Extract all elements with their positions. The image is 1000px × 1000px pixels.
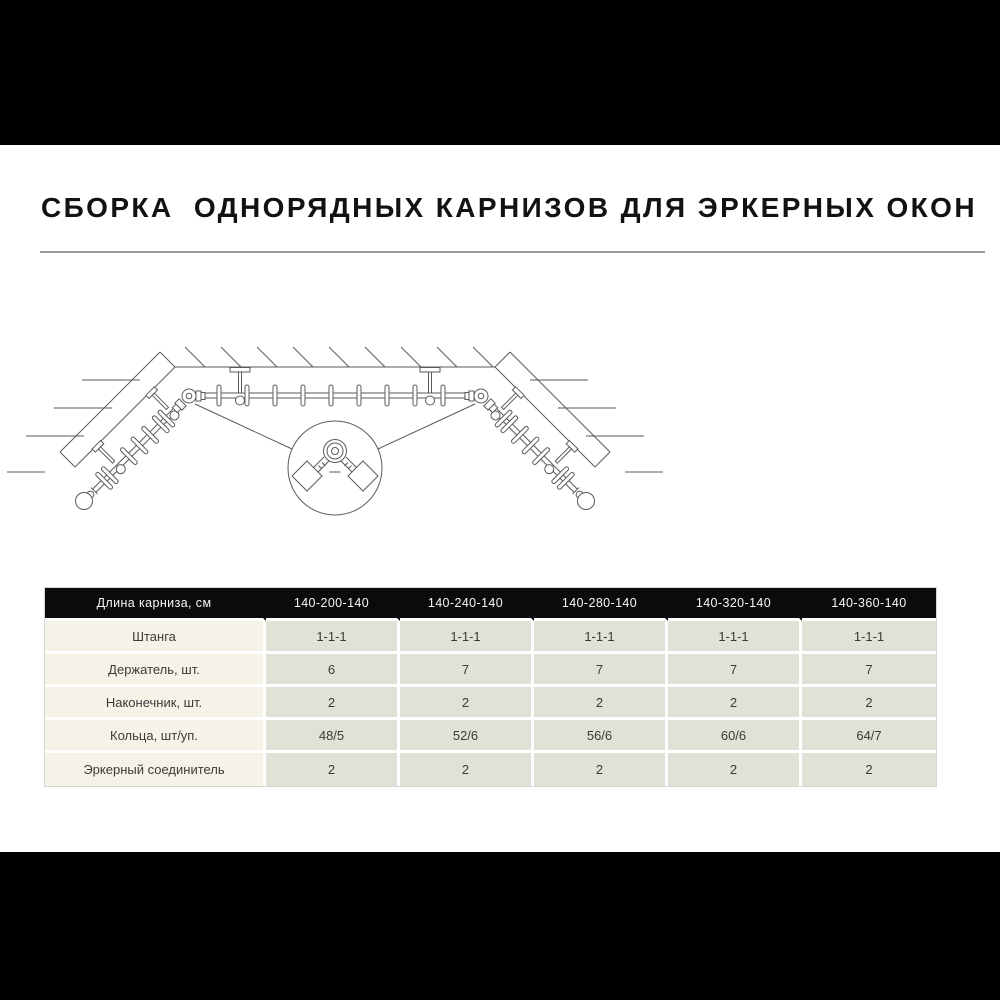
bay-window-cornice-diagram [0, 330, 675, 530]
row-label-cell: Держатель, шт. [45, 654, 266, 687]
value-cell: 48/5 [266, 720, 400, 753]
content-area [0, 145, 1000, 852]
table-header-size: 140-240-140 [400, 588, 534, 621]
right-angled-rod-assembly [466, 352, 629, 515]
table-header-size: 140-200-140 [266, 588, 400, 621]
spec-table [44, 587, 937, 787]
ceiling-bracket [420, 368, 440, 406]
value-cell: 7 [668, 654, 802, 687]
page-title: СБОРКА ОДНОРЯДНЫХ КАРНИЗОВ ДЛЯ ЭРКЕРНЫХ ОКОН [41, 192, 977, 223]
value-cell: 60/6 [668, 720, 802, 753]
value-cell: 7 [534, 654, 668, 687]
value-cell: 1-1-1 [400, 621, 534, 654]
value-cell: 56/6 [534, 720, 668, 753]
ceiling-hatching [185, 347, 493, 367]
value-cell: 2 [534, 687, 668, 720]
value-cell: 52/6 [400, 720, 534, 753]
value-cell: 2 [266, 687, 400, 720]
value-cell: 1-1-1 [534, 621, 668, 654]
value-cell: 2 [668, 753, 802, 786]
value-cell: 1-1-1 [802, 621, 936, 654]
row-label-cell: Наконечник, шт. [45, 687, 266, 720]
row-label-cell: Кольца, шт/уп. [45, 720, 266, 753]
title-divider [40, 251, 985, 253]
curtain-rings [217, 385, 445, 406]
value-cell: 1-1-1 [668, 621, 802, 654]
left-angled-rod-assembly [41, 352, 204, 515]
value-cell: 7 [400, 654, 534, 687]
value-cell: 6 [266, 654, 400, 687]
row-label-cell: Эркерный соединитель [45, 753, 266, 786]
value-cell: 2 [266, 753, 400, 786]
right-wall-hatching [530, 380, 663, 472]
connector-hub [324, 440, 347, 463]
value-cell: 2 [534, 753, 668, 786]
table-header-size: 140-320-140 [668, 588, 802, 621]
value-cell: 64/7 [802, 720, 936, 753]
value-cell: 7 [802, 654, 936, 687]
left-wall-hatching [7, 380, 140, 472]
value-cell: 2 [668, 687, 802, 720]
value-cell: 2 [400, 687, 534, 720]
value-cell: 2 [400, 753, 534, 786]
value-cell: 2 [802, 753, 936, 786]
value-cell: 2 [802, 687, 936, 720]
table-header-size: 140-280-140 [534, 588, 668, 621]
value-cell: 1-1-1 [266, 621, 400, 654]
row-label-cell: Штанга [45, 621, 266, 654]
table-header-label: Длина карниза, см [45, 588, 266, 621]
table-header-size: 140-360-140 [802, 588, 936, 621]
